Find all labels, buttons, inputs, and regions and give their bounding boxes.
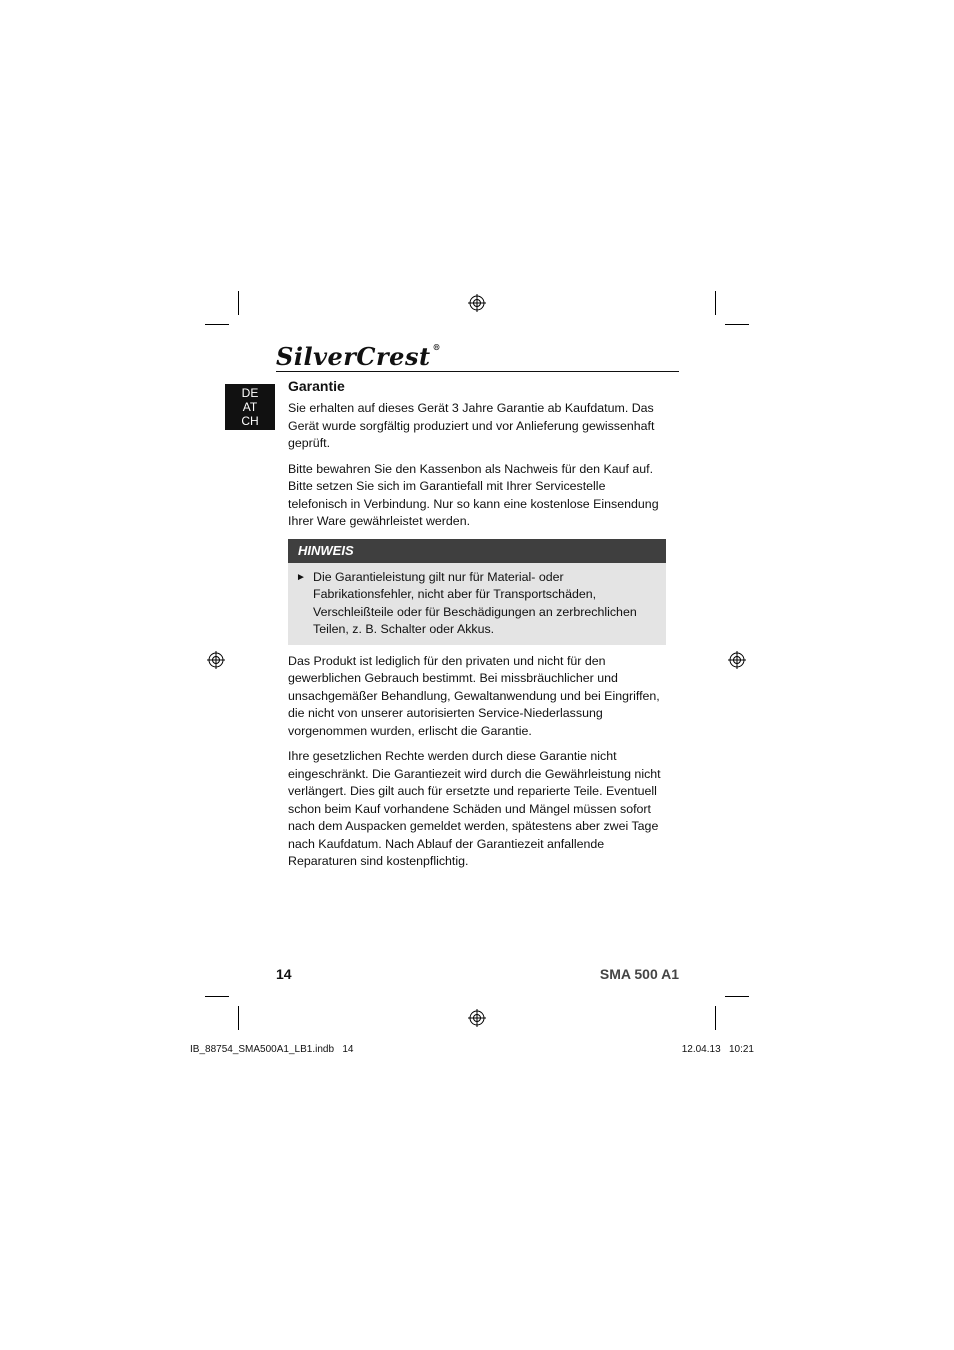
crop-mark-bottom-left-v: [238, 1006, 239, 1030]
crop-mark-top-right-h: [725, 324, 749, 325]
brand-logo: [276, 342, 441, 371]
note-heading: HINWEIS: [288, 539, 666, 563]
slug-filename: IB_88754_SMA500A1_LB1.indb 14: [190, 1044, 354, 1055]
crop-mark-top-left-v: [238, 291, 239, 315]
note-body: [288, 563, 666, 645]
bullet-arrow-icon: ►: [296, 571, 306, 583]
note-box: [288, 539, 666, 645]
language-tab: [225, 384, 275, 430]
header-rule: [276, 371, 679, 372]
crop-mark-top-right-v: [715, 291, 716, 315]
page-number: 14: [276, 966, 292, 982]
paragraph: Ihre gesetzlichen Rechte werden durch diese Garantie nicht eingeschränkt. Die Garantiezeit wird durch die Gewährleistung nicht verlängert. Dies gilt auch für ersetzte und reparierte Teile. Eventuell schon beim Kauf vorhandene Schäden und Mängel müssen sofort nach dem Auspacken gemeldet werden, spätestens aber zwei Tage nach Kaufdatum. Nach Ablauf der Garantiezeit anfallende Reparaturen sind kostenpflichtig.: [288, 749, 661, 868]
paragraph: Sie erhalten auf dieses Gerät 3 Jahre Garantie ab Kaufdatum. Das Gerät wurde sorgfältig produziert und vor Anlieferung gewissenhaft geprüft.: [288, 401, 655, 450]
crop-mark-bottom-right-h: [725, 996, 749, 997]
registration-mark-icon: [207, 651, 225, 669]
paragraph: Bitte bewahren Sie den Kassenbon als Nachweis für den Kauf auf. Bitte setzen Sie sich im Garantiefall mit Ihrer Servicestelle telefonisch in Verbindung. Nur so kann eine kostenlose Einsendung Ihrer Ware gewährleistet werden.: [288, 461, 659, 528]
crop-mark-bottom-right-v: [715, 1006, 716, 1030]
section-title: Garantie: [288, 378, 345, 394]
trademark-symbol: ®: [432, 342, 442, 352]
registration-mark-icon: [468, 294, 486, 312]
model-name: SMA 500 A1: [599, 966, 679, 982]
language-de: DE: [241, 386, 259, 400]
brand-name: SilverCrest: [276, 342, 431, 371]
paragraph: Das Produkt ist lediglich für den privaten und nicht für den gewerblichen Gebrauch bestimmt. Bei missbräuchlicher und unsachgemäßer Behandlung, Gewaltanwendung und bei Eingriffen, die nicht von unserer autorisierten Service-Niederlassung vorgenommen wurden, erlischt die Garantie.: [288, 653, 660, 738]
language-ch: CH: [241, 414, 259, 428]
language-at: AT: [242, 400, 258, 414]
registration-mark-icon: [468, 1009, 486, 1027]
main-content: [288, 378, 666, 879]
note-text: Die Garantieleistung gilt nur für Material- oder Fabrikationsfehler, nicht aber für Transportschäden, Verschleißteile oder für Beschädigungen an zerbrechlichen Teilen, z. B. Schalter oder Akkus.: [313, 569, 637, 636]
slug-datetime: 12.04.13 10:21: [681, 1044, 754, 1055]
registration-mark-icon: [728, 651, 746, 669]
crop-mark-top-left-h: [205, 324, 229, 325]
crop-mark-bottom-left-h: [205, 996, 229, 997]
